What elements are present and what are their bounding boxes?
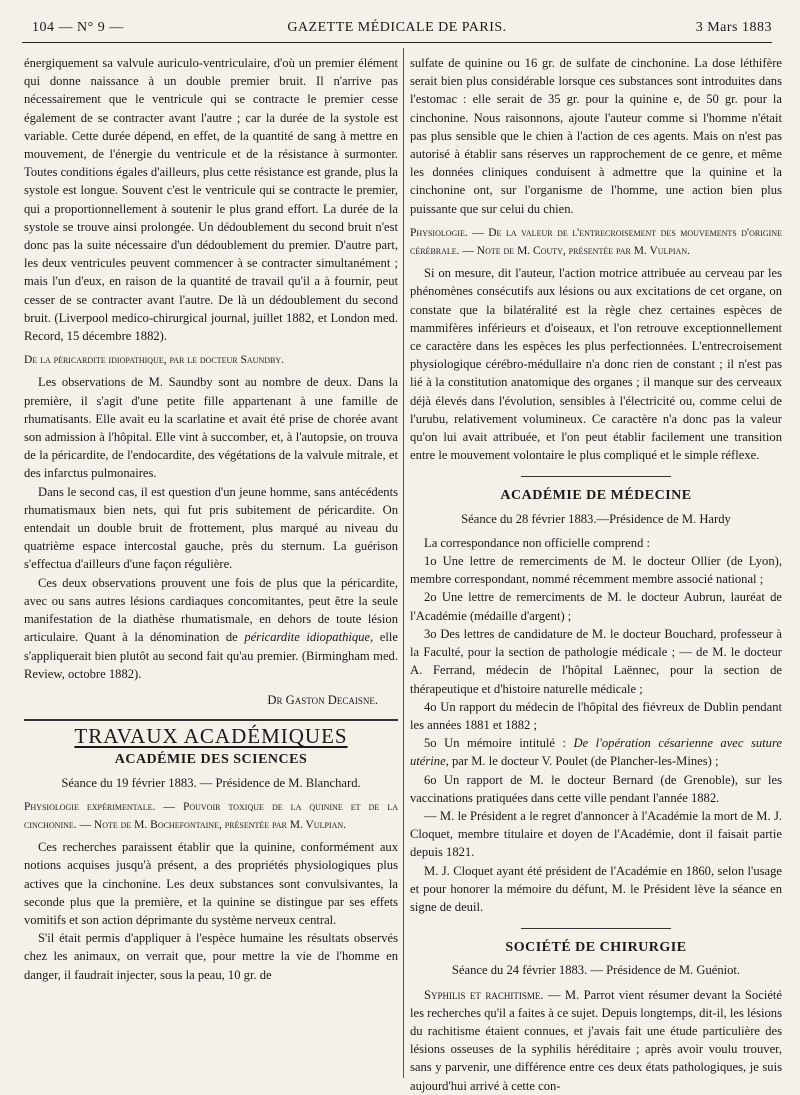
paragraph-parrot: Syphilis et rachitisme. — M. Parrot vient résumer devant la Société les recherches qu'il a faites à ce sujet. Depuis longtemps, dit-il, les lésions du rachitisme étaient connues, et j'avais fait une étude particulière des lésions osseuses de la syphilis héréditaire ; après avoir voulu trouver, sans y parvenir, une différence entre ces deux états pathologiques, je suis aujourd'hui arrivé à cette con-: [410, 987, 782, 1093]
seance-sciences: Séance du 19 février 1883. — Présidence de M. Blanchard.: [61, 775, 361, 790]
seance-chirurgie: Séance du 24 février 1883. — Présidence de M. Guéniot.: [451, 963, 741, 978]
correspondance-item: 4o Un rapport du médecin de l'hôpital des fiévreux de Dublin pendant les années 1881 et 1882 ;: [410, 699, 782, 732]
separator-rule: [521, 476, 671, 477]
societe-chirurgie-heading: SOCIÉTÉ DE CHIRURGIE: [505, 940, 687, 956]
correspondance-item: 1o Une lettre de remerciments de M. le docteur Ollier (de Lyon), membre correspondant, nommé récemment membre associé national ;: [410, 554, 782, 587]
correspondance-item: 3o Des lettres de candidature de M. le docteur Bouchard, professeur à la Faculté, pour la section de pathologie médicale ; — de M. le docteur A. Ferrand, médecin de l'hôpital Laënnec, pour la section de thérapeutique et d'histoire naturelle médicale ;: [410, 626, 782, 696]
left-column: [24, 54, 398, 984]
paragraph-saundby-3: Ces deux observations prouvent une fois de plus que la péricardite, avec ou sans autres lésions cardiaques concomitantes, peut être la seule manifestation de la diathèse rhumatismale, en dehors de toute lésion articulaire. Quant à la dénomination de péricardite idiopathique, elle s'appliquerait bien plutôt au second fait qu'au premier. (Birmingham med. Review, octobre 1882).: [24, 575, 398, 681]
paragraph-quinine-2: S'il était permis d'appliquer à l'espèce humaine les résultats observés chez les animaux, on verrait que, pour mettre la vie de l'homme en danger, il faudrait injecter, sous la peau, 10 gr. de: [24, 931, 398, 982]
separator-rule: [521, 928, 671, 929]
section-rule: [24, 719, 398, 721]
correspondance-item: 6o Un rapport de M. le docteur Bernard (de Grenoble), sur les vaccinations pratiquées dans cette ville pendant l'année 1882.: [410, 772, 782, 805]
seance-medecine: Séance du 28 février 1883.—Présidence de M. Hardy: [461, 511, 731, 526]
section-title: TRAVAUX ACADÉMIQUES: [74, 724, 348, 749]
couty-heading: Physiologie. — De la valeur de l'entrecroisement des mouvements d'origine cérébrale. — Note de M. Couty, présentée par M. Vulpian.: [410, 226, 782, 258]
paragraph-saundby-2: Dans le second cas, il est question d'un jeune homme, sans antécédents rhumatismaux bien nets, qui fut pris subitement de péricardite. On entendait un double bruit de frottement, plus marqué au niveau du quatrième espace intercostal gauche, près du sternum. La guérison s'effectua d'ailleurs d'une façon régulière.: [24, 484, 398, 572]
paragraph-dedoublement: énergiquement sa valvule auriculo-ventriculaire, d'où un premier élément qui donne naissance à un double premier bruit. Il n'arrive pas nécessairement que le ventricule qui se contracte le premier cesse également de se contracter avant l'autre ; car la durée de la systole est variable. Cette durée dépend, en effet, de la quantité de sang à mettre en mouvement, de l'énergie du ventricule et de la résistance à surmonter. Toutes conditions égales d'ailleurs, plus cette résistance est grande, plus la systole est longue. Souvent c'est le ventricule qui se contracte le premier, qui a proportionnellement à soutenir le plus grand effort. La durée de la systole se trouve ainsi prolongée. Un dédoublement du second bruit n'est donc pas la suite nécessaire d'un dédoublement du premier. D'autre part, les deux ventricules peuvent commencer à se contracter simultanément ; mais l'un d'eux, en raison de la quantité de travail qu'il a à fournir, peut cesser de se contracter avant l'autre. De là un dédoublement du second bruit. (Liverpool medico-chirurgical journal, juillet 1882, et London med. Record, 15 décembre 1882).: [24, 56, 398, 344]
correspondance-item: 5o Un mémoire intitulé : De l'opération césarienne avec suture utérine, par M. le docteur V. Poulet (de Plancher-les-Mines) ;: [410, 736, 783, 769]
correspondance-item: 2o Une lettre de remerciments de M. le docteur Aubrun, lauréat de l'Académie (médaille d'argent) ;: [410, 590, 782, 623]
page-number: 104 — N° 9 —: [32, 20, 124, 35]
paragraph-quinine-cont: sulfate de quinine ou 16 gr. de sulfate de cinchonine. La dose léthifère serait bien plus considérable lorsque ces substances sont introduites dans l'estomac : elle serait de 35 gr. pour la quinine e, de 50 gr. pour la cinchonine. Nous raisonnons, ajoute l'auteur comme si l'homme n'était pas plus sensible que le chien à l'action de ces agents. Mais on n'est pas autorisé à établir sans réserves un rapprochement de ce genre, et même les données cliniques conduisent à admettre que la quinine et la cinchonine ont, sur l'organisme de l'homme, une action bien plus puissante que sur celui du chien.: [410, 56, 782, 216]
paragraph-saundby-1: Les observations de M. Saundby sont au nombre de deux. Dans la première, il s'agit d'une petite fille appartenant à une famille de rhumatisants. Elle avait eu la scarlatine et avait été prise de chorée avant son admission à l'hôpital. Elle vint à succomber, et, à l'autopsie, on trouva de la péricardite, de l'endocardite, des végétations de la valvule mitrale, et des infarctus pulmonaires.: [24, 375, 398, 481]
journal-title: GAZETTE MÉDICALE DE PARIS.: [287, 20, 507, 35]
academie-sciences-heading: ACADÉMIE DES SCIENCES: [114, 752, 308, 768]
correspondance-intro: La correspondance non officielle comprend :: [424, 535, 651, 550]
right-column: [410, 54, 782, 1095]
saundby-heading: De la péricardite idiopathique, par le docteur Saundby.: [24, 354, 284, 367]
page-header: [22, 16, 772, 43]
author-signature: Dr Gaston Decaisne.: [267, 692, 378, 707]
issue-date: 3 Mars 1883: [695, 20, 772, 35]
academie-medecine-heading: ACADÉMIE DE MÉDECINE: [500, 488, 692, 504]
paragraph-cloquet-2: M. J. Cloquet ayant été président de l'Académie en 1860, selon l'usage et pour honorer la mémoire du défunt, M. le Président lève la séance en signe de deuil.: [410, 863, 782, 914]
paragraph-couty: Si on mesure, dit l'auteur, l'action motrice attribuée au cerveau par les phénomènes consécutifs aux lésions ou aux excitations de cet organe, on constate que la bilatéralité est la règle chez certaines espèces de mammifères inférieurs et d'oiseaux, et l'on retrouve exceptionnellement ce caractère dans les espèces les plus perfectionnées. L'entrecroisement physiologique cérébro-médullaire n'a donc rien de constant ; il n'est pas lié à la constitution anatomique des organes ; il manque sur des cerveaux déjà élevés dans l'évolution, sensibles à l'électricité ou, comme celui de l'urubu, relativement volumineux. Ce caractère n'a donc pas la valeur qu'on lui avait attribuée, et l'on peut établir facilement une transition entre le mouvement volontaire le plus compliqué et le simple réflexe.: [410, 266, 782, 463]
quinine-heading: Physiologie expérimentale. — Pouvoir toxique de la quinine et de la cinchonine. — Note de M. Bochefontaine, présentée par M. Vulpian.: [24, 800, 398, 831]
paragraph-cloquet-1: — M. le Président a le regret d'annoncer à l'Académie la mort de M. J. Cloquet, membre titulaire et doyen de l'Académie, dont il faisait partie depuis 1821.: [410, 808, 782, 860]
column-divider: [403, 48, 404, 1078]
paragraph-quinine-1: Ces recherches paraissent établir que la quinine, conformément aux notions acquises jusqu'à présent, a des propriétés physiologiques plus actives que la cinchonine. Les deux substances sont convulsivantes, la seconde plus que la première, et la quinine se distingue par ses effets vomitifs et son action déprimante du système nerveux central.: [24, 840, 398, 927]
